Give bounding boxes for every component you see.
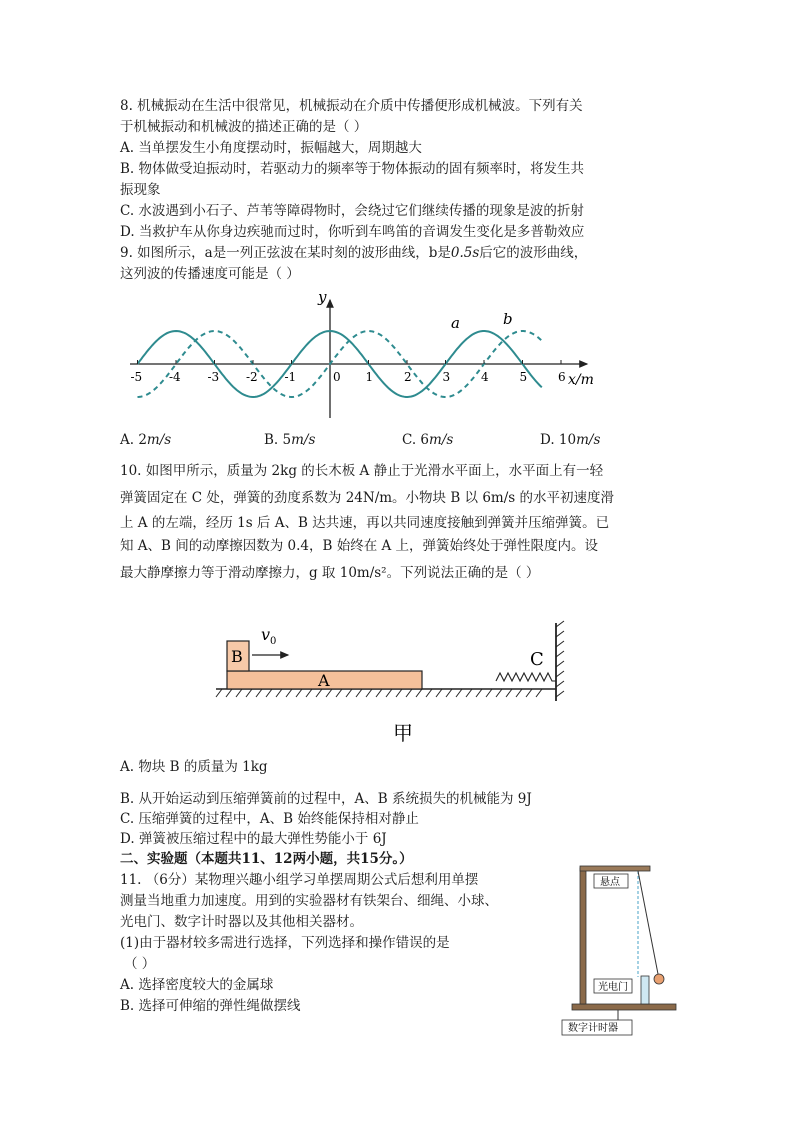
q9-stem-text-a: 9. 如图所示，	[120, 245, 205, 261]
q10-option-c: C. 压缩弹簧的过程中，A、B 始终能保持相对静止	[120, 811, 419, 827]
curve-a-label: a	[451, 314, 460, 332]
x-tick-label: 1	[365, 370, 374, 384]
q9-stem-text-c: 是	[437, 245, 451, 261]
q9-option-c-unit: m/s	[429, 432, 454, 448]
q10-option-b: B. 从开始运动到压缩弹簧前的过程中，A、B 系统损失的机械能为 9J	[120, 791, 532, 807]
q10-stem-line1: 10. 如图甲所示，质量为 2kg 的长木板 A 静止于光滑水平面上，水平面上有一轻	[120, 463, 604, 479]
q11-pendulum-figure	[558, 862, 688, 1042]
x-tick-label: 2	[404, 370, 412, 384]
q9-option-d-value: D. 10	[540, 432, 577, 448]
q9-option-b-value: B. 5	[264, 432, 292, 448]
q9-stem-text-d: 后它的波形曲线，	[479, 245, 588, 261]
q11-stem-line1: 11. （6分）某物理兴趣小组学习单摆周期公式后想利用单摆	[120, 872, 479, 888]
q10-stem-line4: 知 A、B 间的动摩擦因数为 0.4，B 始终在 A 上，弹簧始终处于弹性限度内。设	[120, 538, 599, 554]
gate-label: 光电门	[598, 982, 628, 993]
x-tick-label: 4	[481, 370, 489, 384]
q9-option-c	[402, 430, 453, 450]
q9-option-d	[540, 430, 600, 450]
q9-var-b: b	[428, 245, 438, 261]
y-axis-label: y	[318, 288, 327, 306]
q9-option-a	[120, 430, 171, 450]
q8-stem-line2: 于机械振动和机械波的描述正确的是（ ）	[120, 119, 368, 135]
q9-stem-line1	[120, 243, 587, 263]
q10-stem-line5: 最大静摩擦力等于滑动摩擦力，g 取 10m/s²。下列说法正确的是（ ）	[120, 565, 540, 581]
q10-option-d: D. 弹簧被压缩过程中的最大弹性势能小于 6J	[120, 831, 387, 847]
q8-stem-line1: 8. 机械振动在生活中很常见，机械振动在介质中传播便形成机械波。下列有关	[120, 98, 583, 114]
stand-arm	[580, 866, 650, 871]
q9-option-d-unit: m/s	[576, 432, 601, 448]
velocity-label: v	[261, 625, 271, 644]
x-tick-label: -4	[169, 370, 181, 384]
x-tick-label: -5	[130, 370, 143, 384]
q10-figure-jia	[200, 615, 580, 750]
q10-stem-line2: 弹簧固定在 C 处，弹簧的劲度系数为 24N/m。小物块 B 以 6m/s 的水平初速度滑	[120, 490, 614, 506]
q9-var-a: a	[204, 245, 213, 261]
q10-stem-line3: 上 A 的左端，经历 1s 后 A、B 达共速，再以共同速度接触到弹簧并压缩弹簧。已	[120, 515, 610, 531]
x-tick-label: -2	[246, 370, 258, 384]
q8-option-d: D. 当救护车从你身边疾驰而过时，你听到车鸣笛的音调发生变化是多普勒效应	[120, 224, 585, 240]
board-A-label: A	[318, 671, 330, 690]
stand-base	[572, 1004, 676, 1010]
section-heading: 二、实验题（本题共11、12两小题，共15分。）	[120, 851, 413, 867]
q10-option-a: A. 物块 B 的质量为 1kg	[120, 759, 268, 775]
pendulum-ball	[654, 974, 664, 984]
q11-stem-line2: 测量当地重力加速度。用到的实验器材有铁架台、细绳、小球、	[120, 893, 498, 909]
pendulum-string	[638, 871, 658, 974]
q11-option-a: A. 选择密度较大的金属球	[120, 977, 274, 993]
photogate	[641, 976, 649, 1004]
q9-stem-line2: 这列波的传播速度可能是（ ）	[120, 266, 300, 282]
q8-option-a: A. 当单摆发生小角度摆动时，振幅越大，周期越大	[120, 140, 422, 156]
x-tick-label: 3	[442, 370, 451, 384]
spring-C	[496, 673, 556, 681]
stand-pole	[580, 868, 586, 1004]
q9-option-a-value: A. 2	[120, 432, 147, 448]
timer-label: 数字计时器	[568, 1023, 618, 1034]
q8-option-b-line2: 振现象	[120, 182, 161, 198]
curve-b-label: b	[503, 310, 513, 328]
x-tick-label: -3	[207, 370, 220, 384]
velocity-subscript: 0	[270, 636, 277, 647]
q11-sub1-line1: (1)由于器材较多需进行选择，下列选择和操作错误的是	[120, 935, 450, 951]
q9-option-a-unit: m/s	[146, 432, 172, 448]
figure-caption: 甲	[393, 721, 413, 745]
block-B-label: B	[231, 647, 243, 666]
q8-option-b-line1: B. 物体做受迫振动时，若驱动力的频率等于物体振动的固有频率时，将发生共	[120, 161, 585, 177]
x-tick-label: 5	[519, 370, 528, 384]
q9-option-b-unit: m/s	[291, 432, 316, 448]
origin-label: 0	[333, 370, 341, 384]
q8-option-c: C. 水波遇到小石子、芦苇等障碍物时，会绕过它们继续传播的现象是波的折射	[120, 203, 584, 219]
x-tick-label: -1	[284, 370, 297, 384]
q11-sub1-line2: （ ）	[124, 956, 156, 972]
pivot-label: 悬点	[600, 877, 620, 888]
q11-option-b: B. 选择可伸缩的弹性绳做摆线	[120, 998, 301, 1014]
q9-time: 0.5s	[450, 245, 480, 261]
x-tick-label: 6	[558, 370, 566, 384]
q11-stem-line3: 光电门、数字计时器以及其他相关器材。	[120, 914, 363, 930]
wall-hatch	[556, 621, 564, 697]
q9-stem-text-b: 是一列正弦波在某时刻的波形曲线，	[212, 245, 429, 261]
q9-wave-graph	[120, 288, 600, 423]
x-axis-label: x/m	[568, 372, 594, 388]
q9-option-c-value: C. 6	[402, 432, 430, 448]
q9-option-b	[264, 430, 315, 450]
ground-hatch	[216, 689, 542, 697]
spring-C-label: C	[530, 649, 544, 670]
